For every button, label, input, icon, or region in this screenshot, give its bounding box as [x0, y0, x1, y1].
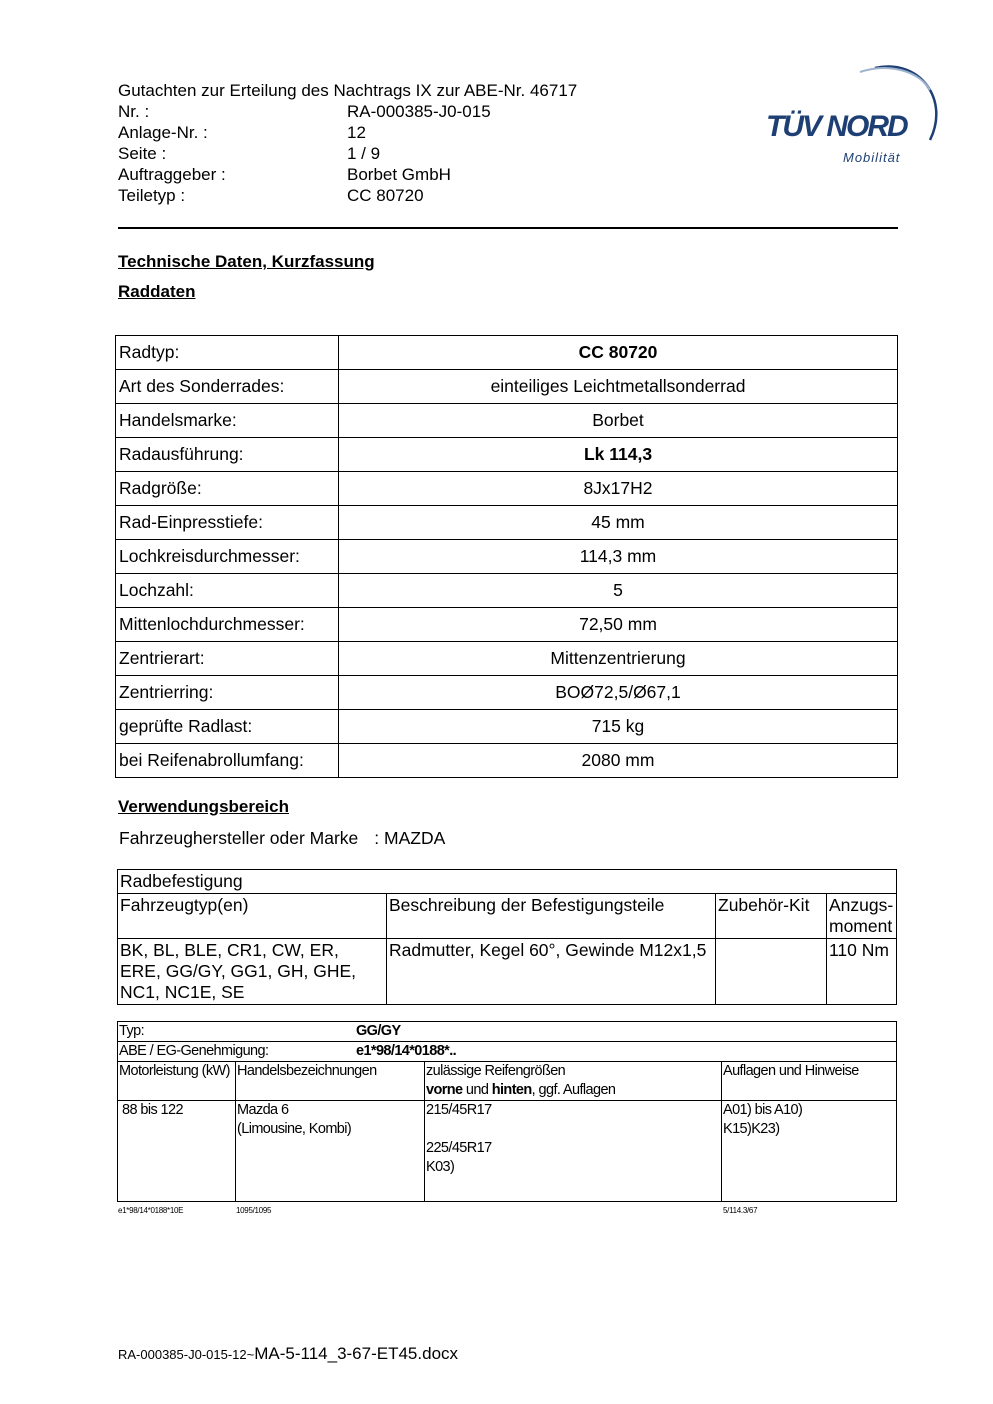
row-value: 45 mm — [339, 506, 898, 540]
tuv-nord-logo — [760, 60, 945, 170]
header-row-auftraggeber — [118, 164, 577, 185]
row-label: Handelsmarke: — [116, 404, 339, 438]
table-row — [116, 506, 898, 540]
header-value: CC 80720 — [347, 186, 424, 205]
table-row — [118, 939, 897, 1005]
fastening-description: Radmutter, Kegel 60°, Gewinde M12x1,5 — [387, 939, 716, 1005]
section-title-verwendung: Verwendungsbereich — [118, 797, 289, 816]
tyres-header-line-1: zulässige Reifengrößen — [426, 1063, 566, 1079]
tyres-rest: , ggf. Auflagen — [531, 1082, 616, 1098]
tyres-header-line-2 — [426, 1081, 720, 1100]
row-value: 72,50 mm — [339, 608, 898, 642]
table-row — [116, 710, 898, 744]
abe-cell — [118, 1042, 897, 1062]
tyre-note: K03) — [426, 1159, 455, 1175]
torque-value: 110 Nm — [827, 939, 897, 1005]
table-row — [116, 744, 898, 778]
accessory-kit — [716, 939, 827, 1005]
table-row — [116, 676, 898, 710]
header-row-teiletyp — [118, 185, 577, 206]
table-row — [118, 1101, 897, 1202]
row-label: Radgröße: — [116, 472, 339, 506]
manufacturer-line — [119, 828, 445, 849]
manufacturer-value: MAZDA — [384, 828, 446, 848]
small-count: 1095/1095 — [236, 1206, 272, 1215]
manufacturer-label: Fahrzeughersteller oder Marke — [119, 828, 359, 848]
table-row — [116, 574, 898, 608]
row-value: 8Jx17H2 — [339, 472, 898, 506]
row-label: Lochzahl: — [116, 574, 339, 608]
row-value: Lk 114,3 — [339, 438, 898, 472]
typ-value: GG/GY — [356, 1023, 401, 1039]
trade-name-1: Mazda 6 — [237, 1102, 289, 1118]
tyres-und: und — [462, 1082, 492, 1098]
footer-prefix: RA-000385-J0-015-12~ — [118, 1347, 255, 1362]
tyre-sizes — [425, 1101, 722, 1202]
row-label: Radtyp: — [116, 336, 339, 370]
abe-value: e1*98/14*0188*.. — [356, 1043, 457, 1059]
col-header: Zubehör-Kit — [716, 894, 827, 939]
fastening-title: Radbefestigung — [118, 870, 897, 894]
manufacturer-colon: : — [374, 828, 380, 848]
vehicle-types: BK, BL, BLE, CR1, CW, ER, ERE, GG/GY, GG1, GH, GHE, NC1, NC1E, SE — [118, 939, 387, 1005]
table-row — [116, 608, 898, 642]
small-approval-code: e1*98/14*0188*10E — [118, 1206, 184, 1215]
row-label: Art des Sonderrades: — [116, 370, 339, 404]
header-row-anlage — [118, 122, 577, 143]
typ-label: Typ: — [119, 1023, 144, 1039]
trade-names — [236, 1101, 425, 1202]
header-divider — [118, 227, 898, 229]
trade-name-2: (Limousine, Kombi) — [237, 1121, 352, 1137]
header-row-seite — [118, 143, 577, 164]
table-row — [116, 540, 898, 574]
row-label: Zentrierring: — [116, 676, 339, 710]
header-key: Nr. : — [118, 102, 150, 121]
col-header-power: Motorleistung (kW) — [118, 1062, 236, 1101]
wheel-data-table — [115, 335, 898, 778]
header-key: Anlage-Nr. : — [118, 123, 208, 142]
header-key: Seite : — [118, 144, 167, 163]
notes — [722, 1101, 897, 1202]
header-value: RA-000385-J0-015 — [347, 102, 491, 121]
table-header-row — [118, 1062, 897, 1101]
col-header-tyres — [425, 1062, 722, 1101]
row-label: bei Reifenabrollumfang: — [116, 744, 339, 778]
tyre-size-1: 215/45R17 — [426, 1102, 492, 1118]
table-row — [116, 404, 898, 438]
note-2: K15)K23) — [723, 1121, 780, 1137]
section-title-tech: Technische Daten, Kurzfassung — [118, 252, 375, 271]
row-value: einteiliges Leichtmetallsonderrad — [339, 370, 898, 404]
footer-filename: MA-5-114_3-67-ET45.docx — [254, 1344, 459, 1363]
header-value: 12 — [347, 123, 366, 142]
header-key: Teiletyp : — [118, 186, 186, 205]
row-value: 715 kg — [339, 710, 898, 744]
col-header: Fahrzeugtyp(en) — [118, 894, 387, 939]
row-value: Mittenzentrierung — [339, 642, 898, 676]
col-header-moment — [827, 894, 897, 939]
table-row — [116, 438, 898, 472]
logo-subtitle: Mobilität — [843, 150, 901, 165]
row-label: Mittenlochdurchmesser: — [116, 608, 339, 642]
header-value: Borbet GmbH — [347, 165, 451, 184]
row-label: Lochkreisdurchmesser: — [116, 540, 339, 574]
section-title-raddaten: Raddaten — [118, 282, 196, 301]
row-value: Borbet — [339, 404, 898, 438]
table-row — [116, 472, 898, 506]
header-key: Auftraggeber : — [118, 165, 226, 184]
vehicle-type-table — [117, 1021, 897, 1202]
tyres-front: vorne — [426, 1082, 463, 1098]
col-header-notes: Auflagen und Hinweise — [722, 1062, 897, 1101]
table-row — [118, 1042, 897, 1062]
table-row — [118, 1022, 897, 1042]
col-header-names: Handelsbezeichnungen — [236, 1062, 425, 1101]
moment-line-2: moment — [829, 916, 893, 936]
table-row — [116, 336, 898, 370]
col-header: Beschreibung der Befestigungsteile — [387, 894, 716, 939]
table-row — [116, 370, 898, 404]
row-value: BOØ72,5/Ø67,1 — [339, 676, 898, 710]
spacer — [426, 1120, 720, 1139]
typ-cell — [118, 1022, 897, 1042]
logo-brand: TÜV NORD — [766, 110, 907, 143]
tyre-size-2: 225/45R17 — [426, 1140, 492, 1156]
row-value: CC 80720 — [339, 336, 898, 370]
header-value: 1 / 9 — [347, 144, 381, 163]
row-label: Zentrierart: — [116, 642, 339, 676]
row-value: 2080 mm — [339, 744, 898, 778]
tyres-rear: hinten — [491, 1082, 532, 1098]
note-1: A01) bis A10) — [723, 1102, 803, 1118]
row-label: Radausführung: — [116, 438, 339, 472]
row-value: 5 — [339, 574, 898, 608]
table-row — [116, 642, 898, 676]
header-row-nr — [118, 101, 577, 122]
small-wheel-code: 5/114.3/67 — [723, 1206, 758, 1215]
page-footer — [118, 1344, 458, 1364]
moment-line-1: Anzugs- — [829, 895, 894, 915]
power-value: 88 bis 122 — [118, 1101, 236, 1202]
row-value: 114,3 mm — [339, 540, 898, 574]
row-label: geprüfte Radlast: — [116, 710, 339, 744]
row-label: Rad-Einpresstiefe: — [116, 506, 339, 540]
table-header-row — [118, 894, 897, 939]
document-title: Gutachten zur Erteilung des Nachtrags IX zur ABE-Nr. 46717 — [118, 81, 578, 100]
fastening-table — [117, 869, 897, 1005]
abe-label: ABE / EG-Genehmigung: — [119, 1043, 269, 1059]
table-row — [118, 870, 897, 894]
document-header — [118, 80, 577, 206]
